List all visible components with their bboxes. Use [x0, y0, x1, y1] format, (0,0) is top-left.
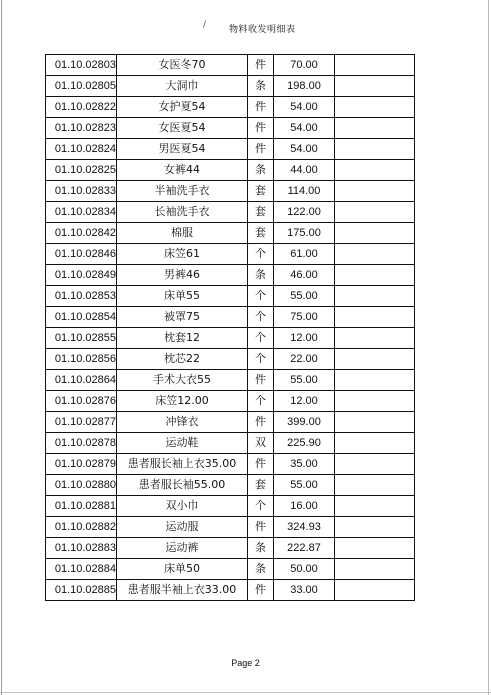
- item-price-cell: 61.00: [274, 244, 335, 265]
- item-name-cell: 长袖洗手衣: [117, 202, 248, 223]
- empty-cell: [335, 328, 415, 349]
- empty-cell: [335, 454, 415, 475]
- materials-table: [45, 54, 415, 601]
- item-price-cell: 33.00: [274, 580, 335, 601]
- item-name-cell: 被罩75: [117, 307, 248, 328]
- table-row: [46, 265, 415, 286]
- item-code-cell: 01.10.02864: [46, 370, 117, 391]
- item-price-cell: 122.00: [274, 202, 335, 223]
- item-name-cell: 男裤46: [117, 265, 248, 286]
- item-price-cell: 54.00: [274, 139, 335, 160]
- empty-cell: [335, 496, 415, 517]
- item-price-cell: 22.00: [274, 349, 335, 370]
- item-code-cell: 01.10.02803: [46, 55, 117, 76]
- item-price-cell: 12.00: [274, 391, 335, 412]
- table-row: [46, 76, 415, 97]
- item-code-cell: 01.10.02853: [46, 286, 117, 307]
- table-row: [46, 433, 415, 454]
- page-number: Page 2: [231, 658, 260, 668]
- item-code-cell: 01.10.02854: [46, 307, 117, 328]
- table-row: [46, 559, 415, 580]
- scan-edge-right: [488, 0, 489, 695]
- item-name-cell: 手术大衣55: [117, 370, 248, 391]
- item-unit-cell: 条: [248, 538, 274, 559]
- item-price-cell: 198.00: [274, 76, 335, 97]
- empty-cell: [335, 202, 415, 223]
- table-row: [46, 580, 415, 601]
- empty-cell: [335, 412, 415, 433]
- scan-edge-bottom: [0, 692, 491, 693]
- item-code-cell: 01.10.02856: [46, 349, 117, 370]
- item-name-cell: 床笠61: [117, 244, 248, 265]
- item-name-cell: 患者服长袖上衣35.00: [117, 454, 248, 475]
- item-unit-cell: 条: [248, 559, 274, 580]
- empty-cell: [335, 559, 415, 580]
- item-code-cell: 01.10.02834: [46, 202, 117, 223]
- item-code-cell: 01.10.02884: [46, 559, 117, 580]
- item-code-cell: 01.10.02822: [46, 97, 117, 118]
- item-price-cell: 46.00: [274, 265, 335, 286]
- item-price-cell: 16.00: [274, 496, 335, 517]
- item-price-cell: 70.00: [274, 55, 335, 76]
- table-row: [46, 244, 415, 265]
- table-row: [46, 328, 415, 349]
- table-row: [46, 307, 415, 328]
- item-unit-cell: 件: [248, 139, 274, 160]
- item-name-cell: 女医夏54: [117, 118, 248, 139]
- item-unit-cell: 个: [248, 496, 274, 517]
- item-unit-cell: 条: [248, 76, 274, 97]
- item-price-cell: 12.00: [274, 328, 335, 349]
- item-name-cell: 棉服: [117, 223, 248, 244]
- item-code-cell: 01.10.02880: [46, 475, 117, 496]
- empty-cell: [335, 76, 415, 97]
- item-price-cell: 399.00: [274, 412, 335, 433]
- table-row: [46, 286, 415, 307]
- empty-cell: [335, 286, 415, 307]
- item-unit-cell: 个: [248, 307, 274, 328]
- empty-cell: [335, 517, 415, 538]
- item-price-cell: 324.93: [274, 517, 335, 538]
- item-code-cell: 01.10.02881: [46, 496, 117, 517]
- table-row: [46, 496, 415, 517]
- item-code-cell: 01.10.02846: [46, 244, 117, 265]
- item-code-cell: 01.10.02824: [46, 139, 117, 160]
- item-name-cell: 床单55: [117, 286, 248, 307]
- item-name-cell: 枕芯22: [117, 349, 248, 370]
- item-code-cell: 01.10.02833: [46, 181, 117, 202]
- item-price-cell: 55.00: [274, 370, 335, 391]
- table-row: [46, 160, 415, 181]
- item-unit-cell: 个: [248, 244, 274, 265]
- item-unit-cell: 个: [248, 328, 274, 349]
- item-name-cell: 女裤44: [117, 160, 248, 181]
- empty-cell: [335, 307, 415, 328]
- item-name-cell: 半袖洗手衣: [117, 181, 248, 202]
- item-unit-cell: 套: [248, 181, 274, 202]
- item-name-cell: 运动鞋: [117, 433, 248, 454]
- item-name-cell: 女医冬70: [117, 55, 248, 76]
- item-code-cell: 01.10.02876: [46, 391, 117, 412]
- item-price-cell: 54.00: [274, 97, 335, 118]
- item-code-cell: 01.10.02855: [46, 328, 117, 349]
- item-code-cell: 01.10.02805: [46, 76, 117, 97]
- item-unit-cell: 件: [248, 55, 274, 76]
- item-code-cell: 01.10.02879: [46, 454, 117, 475]
- item-unit-cell: 件: [248, 370, 274, 391]
- item-unit-cell: 个: [248, 349, 274, 370]
- item-price-cell: 75.00: [274, 307, 335, 328]
- item-price-cell: 44.00: [274, 160, 335, 181]
- item-unit-cell: 件: [248, 580, 274, 601]
- item-unit-cell: 个: [248, 286, 274, 307]
- item-price-cell: 50.00: [274, 559, 335, 580]
- item-price-cell: 35.00: [274, 454, 335, 475]
- empty-cell: [335, 391, 415, 412]
- item-unit-cell: 件: [248, 454, 274, 475]
- table-row: [46, 223, 415, 244]
- item-price-cell: 222.87: [274, 538, 335, 559]
- item-code-cell: 01.10.02842: [46, 223, 117, 244]
- empty-cell: [335, 118, 415, 139]
- item-unit-cell: 套: [248, 475, 274, 496]
- empty-cell: [335, 97, 415, 118]
- item-unit-cell: 套: [248, 202, 274, 223]
- item-unit-cell: 条: [248, 160, 274, 181]
- table-row: [46, 55, 415, 76]
- item-unit-cell: 个: [248, 391, 274, 412]
- item-name-cell: 床笠12.00: [117, 391, 248, 412]
- empty-cell: [335, 433, 415, 454]
- empty-cell: [335, 139, 415, 160]
- empty-cell: [335, 55, 415, 76]
- empty-cell: [335, 244, 415, 265]
- materials-table-body: [46, 55, 415, 601]
- item-name-cell: 患者服长袖55.00: [117, 475, 248, 496]
- table-row: [46, 139, 415, 160]
- item-unit-cell: 件: [248, 118, 274, 139]
- scan-edge-left: [1, 0, 2, 695]
- item-code-cell: 01.10.02885: [46, 580, 117, 601]
- empty-cell: [335, 265, 415, 286]
- item-name-cell: 男医夏54: [117, 139, 248, 160]
- item-name-cell: 冲锋衣: [117, 412, 248, 433]
- item-unit-cell: 套: [248, 223, 274, 244]
- empty-cell: [335, 580, 415, 601]
- empty-cell: [335, 160, 415, 181]
- empty-cell: [335, 223, 415, 244]
- item-name-cell: 枕套12: [117, 328, 248, 349]
- table-row: [46, 391, 415, 412]
- table-row: [46, 181, 415, 202]
- item-code-cell: 01.10.02882: [46, 517, 117, 538]
- item-name-cell: 女护夏54: [117, 97, 248, 118]
- empty-cell: [335, 181, 415, 202]
- item-price-cell: 54.00: [274, 118, 335, 139]
- table-row: [46, 412, 415, 433]
- table-row: [46, 454, 415, 475]
- item-price-cell: 175.00: [274, 223, 335, 244]
- item-price-cell: 55.00: [274, 475, 335, 496]
- table-row: [46, 97, 415, 118]
- empty-cell: [335, 370, 415, 391]
- empty-cell: [335, 538, 415, 559]
- item-unit-cell: 件: [248, 517, 274, 538]
- header-mark: /: [203, 20, 207, 30]
- item-name-cell: 运动裤: [117, 538, 248, 559]
- item-price-cell: 225.90: [274, 433, 335, 454]
- item-code-cell: 01.10.02823: [46, 118, 117, 139]
- table-row: [46, 370, 415, 391]
- table-row: [46, 118, 415, 139]
- item-name-cell: 双小巾: [117, 496, 248, 517]
- empty-cell: [335, 475, 415, 496]
- page-title: 物料收发明细表: [229, 25, 296, 35]
- item-price-cell: 55.00: [274, 286, 335, 307]
- item-unit-cell: 件: [248, 97, 274, 118]
- item-name-cell: 床单50: [117, 559, 248, 580]
- empty-cell: [335, 349, 415, 370]
- item-name-cell: 患者服半袖上衣33.00: [117, 580, 248, 601]
- item-code-cell: 01.10.02849: [46, 265, 117, 286]
- item-code-cell: 01.10.02878: [46, 433, 117, 454]
- item-code-cell: 01.10.02883: [46, 538, 117, 559]
- item-unit-cell: 双: [248, 433, 274, 454]
- table-row: [46, 517, 415, 538]
- item-name-cell: 运动服: [117, 517, 248, 538]
- item-code-cell: 01.10.02825: [46, 160, 117, 181]
- item-unit-cell: 件: [248, 412, 274, 433]
- item-unit-cell: 条: [248, 265, 274, 286]
- item-price-cell: 114.00: [274, 181, 335, 202]
- table-row: [46, 475, 415, 496]
- item-name-cell: 大洞巾: [117, 76, 248, 97]
- item-code-cell: 01.10.02877: [46, 412, 117, 433]
- table-row: [46, 202, 415, 223]
- table-row: [46, 349, 415, 370]
- table-row: [46, 538, 415, 559]
